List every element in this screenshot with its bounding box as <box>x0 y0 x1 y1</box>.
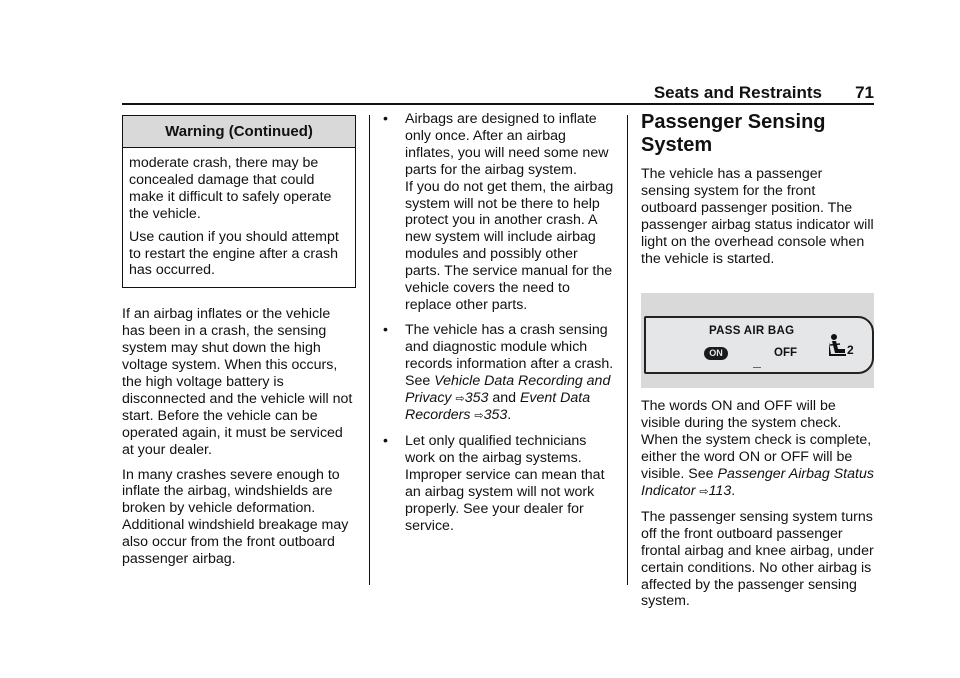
xref-page[interactable]: 353 <box>464 389 489 406</box>
warning-paragraph: moderate crash, there may be concealed damage that could make it difficult to safely operate the vehicle. <box>129 155 332 222</box>
body-paragraph <box>641 398 875 500</box>
page-arrow-icon: ⇨ <box>455 392 465 405</box>
sentence-end: . <box>507 407 512 424</box>
page-arrow-icon: ⇨ <box>474 410 484 423</box>
passenger-seat-icon <box>826 333 856 359</box>
body-paragraph: The passenger sensing system turns off the front outboard passenger frontal airbag and knee airbag, under certain conditions. No other airbag is affected by the passenger sensing system. <box>641 508 874 610</box>
body-paragraph: If an airbag inflates or the vehicle has been in a crash, the sensing system may shut down the high voltage system. When this occurs, the high voltage battery is disconnected and the vehicle will not start. Before the vehicle can be operated again, it must be serviced at your dealer. <box>122 306 353 458</box>
xref-vehicle-data-recording[interactable]: Vehicle Data Recording and Privacy <box>405 372 611 406</box>
warning-paragraph: Use caution if you should attempt to restart the engine after a crash has occurred. <box>129 228 339 279</box>
sentence-end: . <box>731 482 736 499</box>
see-label: See <box>405 372 431 389</box>
pass-air-bag-label: PASS AIR BAG <box>709 325 795 338</box>
bullet-text: Let only qualified technicians work on the airbag systems. Improper service can mean that an airbag system will not work properly. See your dealer for service. <box>405 433 605 534</box>
list-item <box>383 433 617 534</box>
list-item <box>383 322 617 425</box>
list-item <box>383 111 617 314</box>
bullet-text: The vehicle has a crash sensing and diagnostic module which records information after a crash. <box>405 321 614 372</box>
page-number: 71 <box>855 83 874 102</box>
column-3 <box>641 111 875 610</box>
header-rule <box>122 103 874 105</box>
page-arrow-icon: ⇨ <box>699 485 709 498</box>
off-indicator: OFF <box>774 347 797 360</box>
xref-event-data-recorders[interactable]: Event Data Recorders <box>405 389 591 424</box>
column-1 <box>122 115 356 568</box>
column-divider-2 <box>627 115 628 585</box>
on-indicator: ON <box>704 347 728 360</box>
xref-page[interactable]: 353 <box>483 407 508 424</box>
page-header <box>122 83 874 105</box>
bullet-icon: • <box>383 321 388 338</box>
and-label: and <box>492 389 516 406</box>
warning-title: Warning (Continued) <box>123 116 355 148</box>
xref-passenger-airbag-status-indicator[interactable]: Passenger Airbag Status Indicator <box>641 466 874 499</box>
indicator-panel <box>644 316 874 374</box>
xref-page[interactable]: 113 <box>708 482 732 499</box>
body-paragraph: The vehicle has a passenger sensing system for the front outboard passenger position. The passenger airbag status indicator will light on the overhead console when the vehicle is started. <box>641 166 874 267</box>
bullet-icon: • <box>383 433 388 450</box>
seat-number: 2 <box>847 343 854 358</box>
paragraph-text: The words ON and OFF will be visible during the system check. When the system check is complete, either the word ON or OFF will be visible. See <box>641 398 872 483</box>
section-heading: Passenger Sensing System <box>641 111 826 156</box>
column-divider-1 <box>369 115 370 585</box>
body-paragraph: In many crashes severe enough to inflate the airbag, windshields are broken by vehicle deformation. Additional windshield breakage may also occur from the front outboard passenger airbag. <box>122 466 349 568</box>
airbag-indicator-illustration <box>641 293 874 388</box>
bullet-list <box>383 111 617 535</box>
warning-box <box>122 115 356 288</box>
column-2 <box>383 111 617 535</box>
section-title: Seats and Restraints <box>653 83 822 102</box>
bullet-text: If you do not get them, the airbag system will not be there to help protect you in another crash. A new system will include airbag modules and possibly other parts. The service manual for the vehicle covers the need to replace other parts. <box>405 178 614 313</box>
bullet-text: Airbags are designed to inflate only once. After an airbag inflates, you will need some new parts for the airbag system. <box>405 111 609 178</box>
warning-body <box>123 148 355 287</box>
panel-marker <box>753 367 761 368</box>
bullet-icon: • <box>383 111 388 127</box>
